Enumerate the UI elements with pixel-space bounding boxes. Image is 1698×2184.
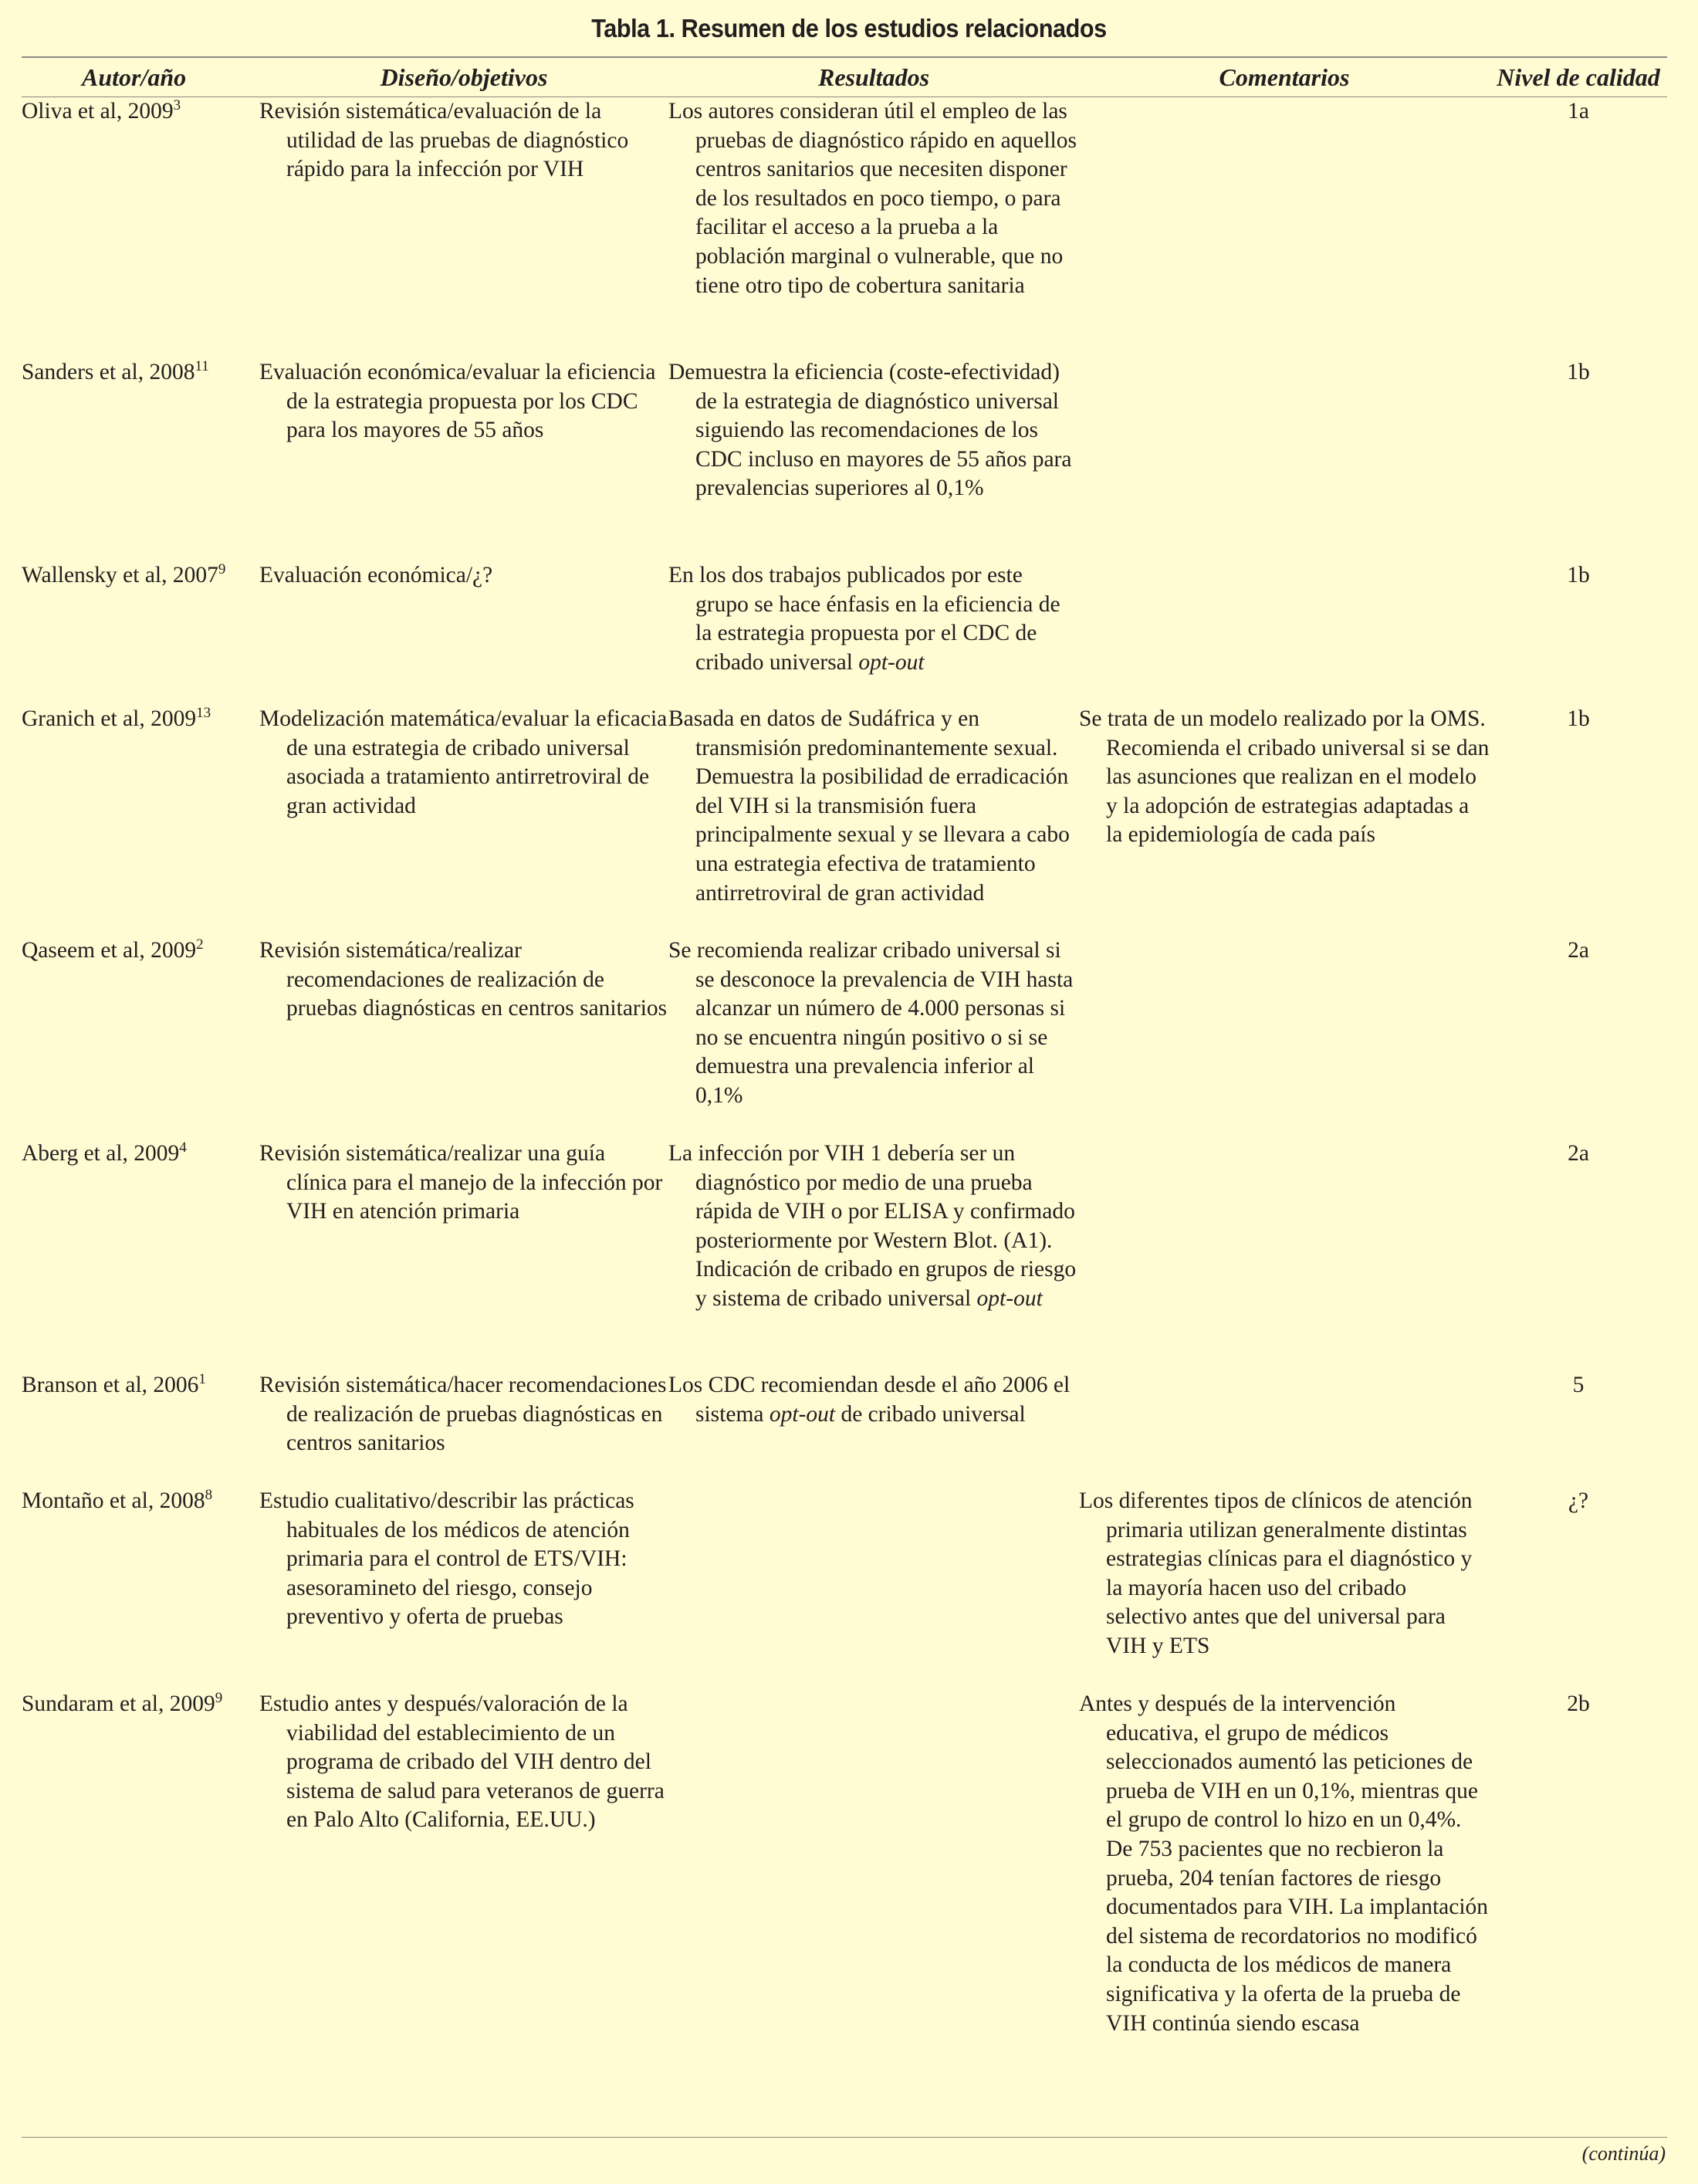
level-cell: 1b — [1567, 706, 1590, 731]
author-text: Sundaram et al, 2009 — [22, 1691, 215, 1716]
author-cell — [22, 1487, 259, 1516]
results-italic-term: opt-out — [769, 1401, 836, 1427]
results-text: La infección por VIH 1 debería ser un diagnóstico por medio de una prueba rápida de VIH o por ELISA y confirmado posteriormente por Western Blot. (A1). Indicación de cribado en grupos de riesgo y sistema de cribado universal — [668, 1141, 1077, 1311]
reference-number: 13 — [196, 705, 211, 721]
design-cell: Evaluación económica/evaluar la eficiencia de la estrategia propuesta por los CDC para los mayores de 55 años — [259, 360, 656, 443]
comments-cell: Antes y después de la intervención educativa, el grupo de médicos seleccionados aumentó las peticiones de prueba de VIH en un 0,1%, mientras que el grupo de control lo hizo en un 0,4%. De 753 pacientes que no recbieron la prueba, 204 tenían factores de riesgo documentados para VIH. La implantación del sistema de recordatorios no modificó la conducta de los médicos de manera significativa y la oferta de la prueba de VIH continúa siendo escasa — [1079, 1691, 1489, 2036]
comments-cell: Los diferentes tipos de clínicos de atención primaria utilizan generalmente distintas estrategias clínicas para el diagnóstico y la mayoría hacen uso del cribado selectivo antes que del universal para VIH y ETS — [1079, 1488, 1473, 1658]
header-design: Diseño/objetivos — [380, 63, 548, 91]
results-text: Se recomienda realizar cribado universal si se desconoce la prevalencia de VIH hasta alcanzar un número de 4.000 personas si no se encuentra ningún positivo o si se demuestra una prevalencia inferior al 0,1% — [668, 938, 1074, 1108]
level-cell: 2b — [1567, 1691, 1590, 1716]
table-title: Tabla 1. Resumen de los estudios relacionados — [591, 14, 1107, 42]
table-row — [22, 704, 1667, 936]
header-row — [22, 58, 1667, 97]
author-text: Sanders et al, 2008 — [22, 360, 195, 384]
author-cell — [22, 936, 259, 966]
results-cell — [668, 358, 1079, 503]
author-cell — [22, 358, 259, 388]
table-row — [22, 357, 1667, 560]
header-results: Resultados — [817, 63, 930, 91]
author-text: Montaño et al, 2008 — [22, 1488, 205, 1513]
table-row — [22, 936, 1667, 1139]
results-cell — [668, 1371, 1079, 1429]
reference-number: 3 — [173, 97, 181, 113]
author-text: Aberg et al, 2009 — [22, 1141, 180, 1166]
comments-cell: Se trata de un modelo realizado por la OMS. Recomienda el cribado universal si se dan las asunciones que realizan en el modelo y la adopción de estrategias adaptadas a la epidemiología de cada país — [1079, 706, 1490, 848]
header-level: Nivel de calidad — [1497, 63, 1660, 91]
author-cell — [22, 97, 259, 127]
author-cell — [22, 705, 259, 734]
design-cell: Revisión sistemática/evaluación de la utilidad de las pruebas de diagnóstico rápido para la infección por VIH — [259, 99, 629, 182]
header-comments: Comentarios — [1219, 63, 1350, 91]
results-text-tail: de cribado universal — [835, 1401, 1026, 1427]
results-italic-term: opt-out — [976, 1285, 1043, 1311]
design-cell: Revisión sistemática/realizar recomendaciones de realización de pruebas diagnósticas en centros sanitarios — [259, 938, 668, 1021]
results-italic-term: opt-out — [858, 649, 925, 675]
design-cell: Evaluación económica/¿? — [259, 563, 493, 587]
author-text: Branson et al, 2006 — [22, 1373, 199, 1397]
author-text: Granich et al, 2009 — [22, 706, 197, 731]
author-cell — [22, 1690, 259, 1719]
table-row — [22, 1689, 1667, 2038]
level-cell: 2a — [1568, 1141, 1589, 1166]
reference-number: 4 — [179, 1139, 187, 1156]
design-cell: Revisión sistemática/realizar una guía clínica para el manejo de la infección por VIH en atención primaria — [259, 1141, 663, 1224]
results-cell — [668, 705, 1079, 908]
reference-number: 8 — [205, 1487, 213, 1503]
level-cell: 1b — [1567, 563, 1590, 587]
author-cell — [22, 561, 259, 591]
reference-number: 9 — [218, 561, 226, 577]
table-row — [22, 97, 1667, 357]
reference-number: 9 — [215, 1690, 223, 1706]
header-author: Autor/año — [82, 63, 187, 91]
table-row — [22, 1370, 1667, 1486]
author-text: Oliva et al, 2009 — [22, 99, 174, 124]
results-text: Los CDC recomiendan desde el año 2006 el sistema — [668, 1373, 1071, 1427]
table-row — [22, 560, 1667, 704]
results-text: Los autores consideran útil el empleo de las pruebas de diagnóstico rápido en aquellos centros sanitarios que necesiten disponer de los resultados en poco tiempo, o para facilitar el acceso a la prueba a la población marginal o vulnerable, que no tiene otro tipo de cobertura sanitaria — [668, 99, 1077, 298]
results-text: Demuestra la eficiencia (coste-efectividad) de la estrategia de diagnóstico universal siguiendo las recomendaciones de los CDC incluso en mayores de 55 años para prevalencias superiores al 0,1% — [668, 360, 1072, 501]
table-body — [22, 97, 1667, 2038]
continued-note: (continúa) — [1581, 2142, 1666, 2165]
level-cell: 5 — [1572, 1373, 1585, 1397]
results-cell — [668, 1139, 1079, 1314]
level-cell: 2a — [1568, 938, 1589, 963]
results-text: En los dos trabajos publicados por este grupo se hace énfasis en la eficiencia de la estrategia propuesta por el CDC de cribado universal — [668, 563, 1060, 675]
design-cell: Estudio cualitativo/describir las prácticas habituales de los médicos de atención primaria para el control de ETS/VIH: asesoramineto del riesgo, consejo preventivo y oferta de pruebas — [259, 1488, 634, 1630]
reference-number: 1 — [198, 1371, 206, 1387]
reference-number: 2 — [196, 936, 204, 953]
author-text: Wallensky et al, 2007 — [22, 563, 218, 587]
design-cell: Revisión sistemática/hacer recomendaciones de realización de pruebas diagnósticas en centros sanitarios — [259, 1373, 667, 1456]
design-cell: Estudio antes y después/valoración de la viabilidad del establecimiento de un programa de cribado del VIH dentro del sistema de salud para veteranos de guerra en Palo Alto (California, EE.UU.) — [259, 1691, 665, 1833]
table-row — [22, 1139, 1667, 1370]
level-cell: 1b — [1567, 360, 1590, 384]
level-cell: 1a — [1568, 99, 1589, 124]
author-text: Qaseem et al, 2009 — [22, 938, 197, 963]
reference-number: 11 — [194, 358, 209, 374]
results-cell — [668, 97, 1079, 300]
results-text: Basada en datos de Sudáfrica y en transmisión predominantemente sexual. Demuestra la posibilidad de erradicación del VIH si la transmisión fuera principalmente sexual y se llevara a cabo una estrategia efectiva de tratamiento antirretroviral de gran actividad — [668, 706, 1070, 906]
bottom-rule — [22, 2137, 1667, 2138]
author-cell — [22, 1371, 259, 1400]
level-cell: ¿? — [1568, 1488, 1589, 1513]
table-row — [22, 1486, 1667, 1689]
studies-table — [22, 58, 1667, 2038]
results-cell — [668, 561, 1079, 677]
author-cell — [22, 1139, 259, 1169]
design-cell: Modelización matemática/evaluar la eficacia de una estrategia de cribado universal asociada a tratamiento antirretroviral de gran actividad — [259, 706, 668, 818]
results-cell — [668, 936, 1079, 1111]
